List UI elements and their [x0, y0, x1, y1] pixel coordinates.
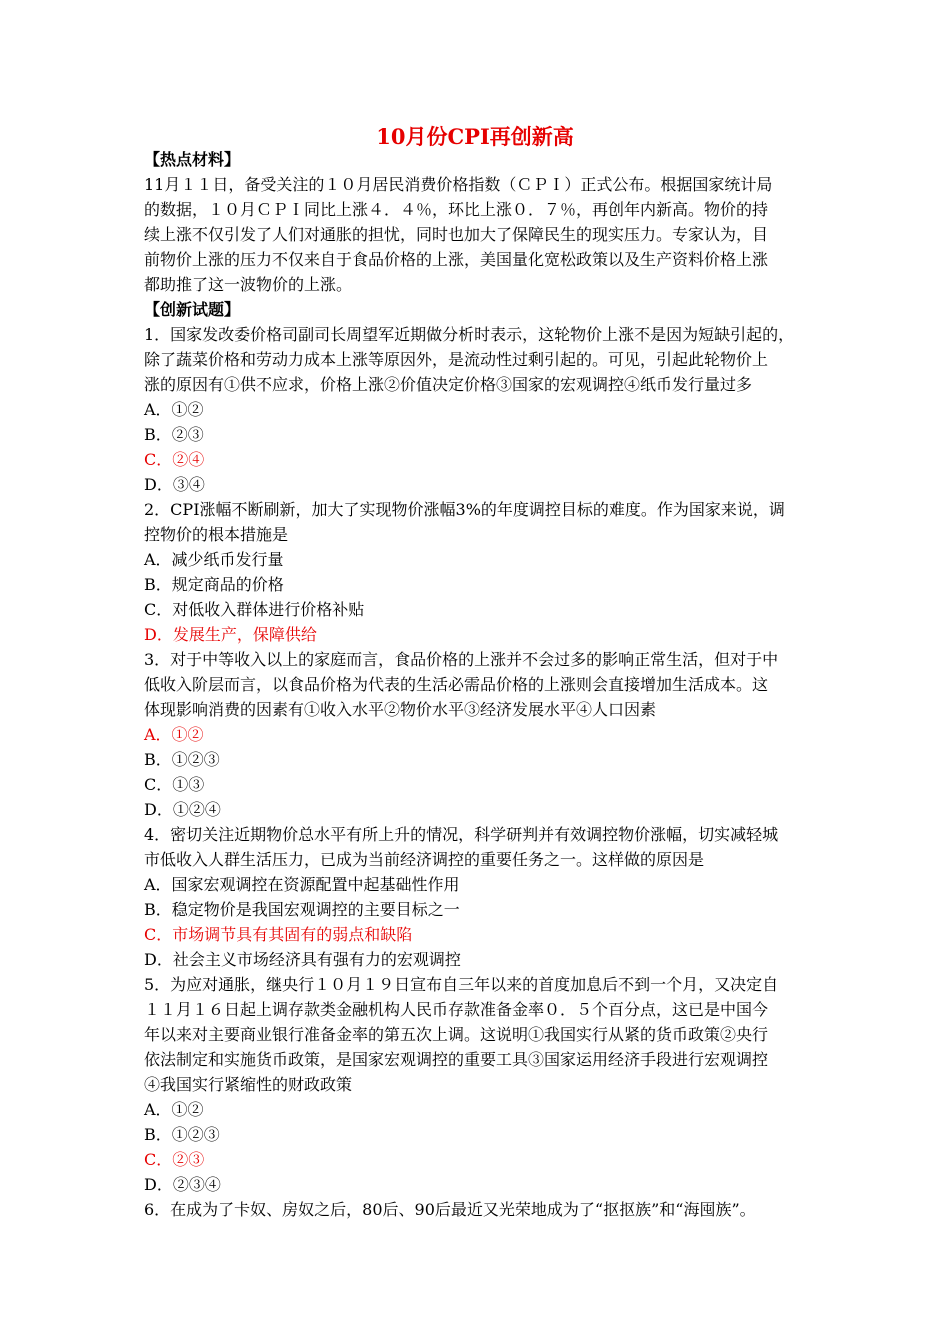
answer-option: C．市场调节具有其固有的弱点和缺陷 — [144, 925, 413, 944]
option: A．①② — [144, 400, 204, 419]
question-stem-line: 3．对于中等收入以上的家庭而言，食品价格的上涨并不会过多的影响正常生活，但对于中 — [144, 650, 779, 669]
option: B．②③ — [144, 425, 204, 444]
question-stem-line: ④我国实行紧缩性的财政政策 — [144, 1075, 353, 1094]
answer-option: A．①② — [144, 725, 204, 744]
option: B．稳定物价是我国宏观调控的主要目标之一 — [144, 900, 460, 919]
question-block — [144, 497, 814, 647]
option: A．国家宏观调控在资源配置中起基础性作用 — [144, 875, 460, 894]
option: D．②③④ — [144, 1175, 221, 1194]
option: B．①②③ — [144, 750, 220, 769]
option: A．①② — [144, 1100, 204, 1119]
material-line: 续上涨不仅引发了人们对通胀的担忧，同时也加大了保障民生的现实压力。专家认为，目 — [144, 225, 769, 244]
question-stem-line: 依法制定和实施货币政策，是国家宏观调控的重要工具③国家运用经济手段进行宏观调控 — [144, 1050, 769, 1069]
page-title: 10月份CPI再创新高 — [376, 124, 574, 149]
answer-option: C．②③ — [144, 1150, 205, 1169]
material-paragraph — [144, 172, 814, 297]
question-stem-line: 体现影响消费的因素有①收入水平②物价水平③经济发展水平④人口因素 — [144, 700, 657, 719]
option: B．①②③ — [144, 1125, 220, 1144]
question-stem-line: 1．国家发改委价格司副司长周望军近期做分析时表示，这轮物价上涨不是因为短缺引起的， — [144, 325, 795, 344]
option: C．①③ — [144, 775, 205, 794]
material-line: 前物价上涨的压力不仅来自于食品价格的上涨，美国量化宽松政策以及生产资料价格上涨 — [144, 250, 769, 269]
material-heading: 【热点材料】 — [144, 150, 241, 169]
option: D．③④ — [144, 475, 205, 494]
material-line: 都助推了这一波物价的上涨。 — [144, 275, 353, 294]
question-stem-line: 除了蔬菜价格和劳动力成本上涨等原因外，是流动性过剩引起的。可见，引起此轮物价上 — [144, 350, 769, 369]
question-stem-line: １１月１６日起上调存款类金融机构人民币存款准备金率０．５个百分点，这已是中国今 — [144, 1000, 769, 1019]
question-stem-line: 6．在成为了卡奴、房奴之后，80后、90后最近又光荣地成为了“抠抠族”和“海囤族”。 — [144, 1200, 756, 1219]
question-list — [144, 322, 814, 1222]
question-stem-line: 5．为应对通胀，继央行１０月１９日宣布自三年以来的首度加息后不到一个月，又决定自 — [144, 975, 779, 994]
option: A．减少纸币发行量 — [144, 550, 284, 569]
question-stem-line: 年以来对主要商业银行准备金率的第五次上调。这说明①我国实行从紧的货币政策②央行 — [144, 1025, 769, 1044]
question-block — [144, 647, 814, 822]
question-stem-line: 2．CPI涨幅不断刷新，加大了实现物价涨幅3%的年度调控目标的难度。作为国家来说，调 — [144, 500, 785, 519]
material-line: 11月１１日，备受关注的１０月居民消费价格指数（ＣＰＩ）正式公布。根据国家统计局 — [144, 175, 773, 194]
question-stem-line: 涨的原因有①供不应求，价格上涨②价值决定价格③国家的宏观调控④纸币发行量过多 — [144, 375, 753, 394]
option: D．①②④ — [144, 800, 221, 819]
question-block — [144, 972, 814, 1197]
question-stem-line: 市低收入人群生活压力，已成为当前经济调控的重要任务之一。这样做的原因是 — [144, 850, 705, 869]
option: C．对低收入群体进行价格补贴 — [144, 600, 365, 619]
question-stem-line: 控物价的根本措施是 — [144, 525, 289, 544]
answer-option: C．②④ — [144, 450, 205, 469]
document-body — [144, 147, 814, 1222]
question-stem-line: 低收入阶层而言，以食品价格为代表的生活必需品价格的上涨则会直接增加生活成本。这 — [144, 675, 769, 694]
option: B．规定商品的价格 — [144, 575, 284, 594]
question-block — [144, 322, 814, 497]
questions-heading: 【创新试题】 — [144, 300, 241, 319]
question-block — [144, 822, 814, 972]
answer-option: D．发展生产，保障供给 — [144, 625, 317, 644]
material-line: 的数据，１０月ＣＰＩ同比上涨４．４％，环比上涨０．７％，再创年内新高。物价的持 — [144, 200, 769, 219]
question-block — [144, 1197, 814, 1222]
question-stem-line: 4．密切关注近期物价总水平有所上升的情况，科学研判并有效调控物价涨幅，切实减轻城 — [144, 825, 779, 844]
option: D．社会主义市场经济具有强有力的宏观调控 — [144, 950, 461, 969]
